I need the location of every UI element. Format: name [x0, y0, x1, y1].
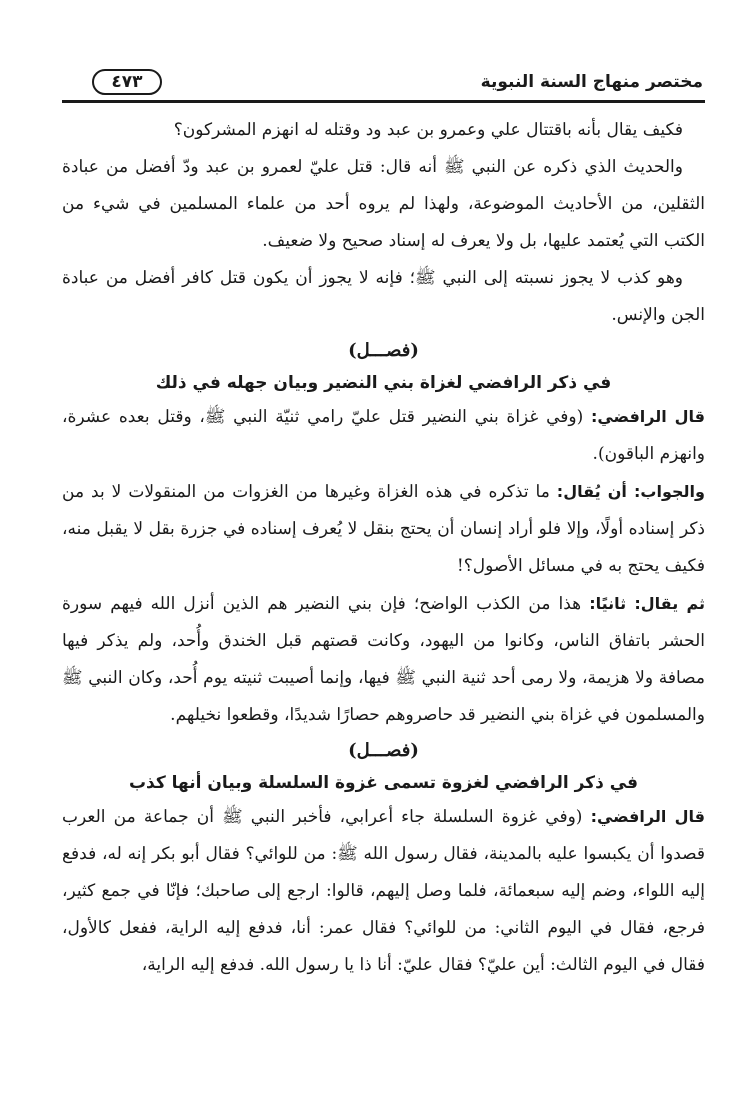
paragraph-text: (وفي غزوة السلسلة جاء أعرابي، فأخبر النبي ﷺ أن جماعة من العرب قصدوا أن يكبسوا عليه بالمدينة، فقال رسول الله ﷺ: من للوائي؟ فقال أبو بكر إنه له، فدفع إليه اللواء، وضم إليه سبعمائة، فلما وصل إليهم، قالوا: ارجع إلى صاحبك؛ فإنّا في جمع كثير، فرجع، فقال في اليوم الثاني: من للوائي؟ فقال عمر: أنا، فدفع إليه الراية، ففعل كالأول، فقال في اليوم الثالث: أين عليّ؟ فقال عليّ: أنا ذا يا رسول الله. فدفع إليه الراية، [62, 807, 705, 975]
paragraph-text: هذا من الكذب الواضح؛ فإن بني النضير هم الذين أنزل الله فيهم سورة الحشر باتفاق الناس، وكانوا من اليهود، وكانت قصتهم قبل الخندق وأُحد، ولم يذكر فيها مصافة ولا هزيمة، ولا رمى أحد ثنية النبي ﷺ فيها، وإنما أصيبت ثنيته يوم أُحد، وكان النبي ﷺ والمسلمون في غزاة بني النضير قد حاصروهم حصارًا شديدًا، وقطعوا نخيلهم. [62, 594, 705, 725]
header-rule [62, 100, 705, 103]
section-subheading: في ذكر الرافضي لغزوة تسمى غزوة السلسلة وبيان أنها كذب [128, 773, 639, 793]
section-heading: (فصـــل) [348, 740, 419, 761]
paragraph-text: ما تذكره في هذه الغزاة وغيرها من الغزوات من المنقولات لا بد من ذكر إسناده أولًا، وإلا فلو أراد إنسان أن يحتج بنقل لا يُعرف إسناده في جزرة بقل لا يقبل منه، فكيف يحتج به في مسائل الأصول؟! [62, 482, 705, 576]
paragraph-lead: قال الرافضي: [590, 407, 706, 426]
page-header [62, 62, 705, 102]
page-number: ٤٧٣ [92, 69, 162, 95]
paragraph-lead: قال الرافضي: [590, 807, 705, 826]
book-title: مختصر منهاج السنة النبوية [480, 72, 703, 92]
paragraph-lead: ثم يقال: ثانيًا: [589, 594, 705, 613]
page-body [62, 112, 705, 984]
paragraph [62, 473, 705, 585]
paragraph [62, 585, 705, 734]
section-subheading: في ذكر الرافضي لغزاة بني النضير وبيان جهله في ذلك [155, 373, 612, 393]
paragraph [62, 398, 705, 473]
section-heading: (فصـــل) [348, 340, 419, 361]
paragraph: فكيف يقال بأنه باقتتال علي وعمرو بن عبد ود وقتله له انهزم المشركون؟ [173, 120, 683, 140]
paragraph-text: (وفي غزاة بني النضير قتل عليّ رامي ثنيّة النبي ﷺ، وقتل بعده عشرة، وانهزم الباقون). [62, 407, 705, 464]
paragraph: والحديث الذي ذكره عن النبي ﷺ أنه قال: قتل عليّ لعمرو بن عبد ودّ أفضل من عبادة الثقلين، من الأحاديث الموضوعة، ولهذا لم يروه أحد من علماء المسلمين في شيء من الكتب التي يُعتمد عليها، بل ولا يعرف له إسناد صحيح ولا ضعيف. [62, 157, 705, 251]
paragraph-lead: والجواب: أن يُقال: [556, 482, 705, 501]
paragraph: وهو كذب لا يجوز نسبته إلى النبي ﷺ؛ فإنه لا يجوز أن يكون قتل كافر أفضل من عبادة الجن والإنس. [62, 268, 705, 325]
paragraph [62, 798, 705, 984]
